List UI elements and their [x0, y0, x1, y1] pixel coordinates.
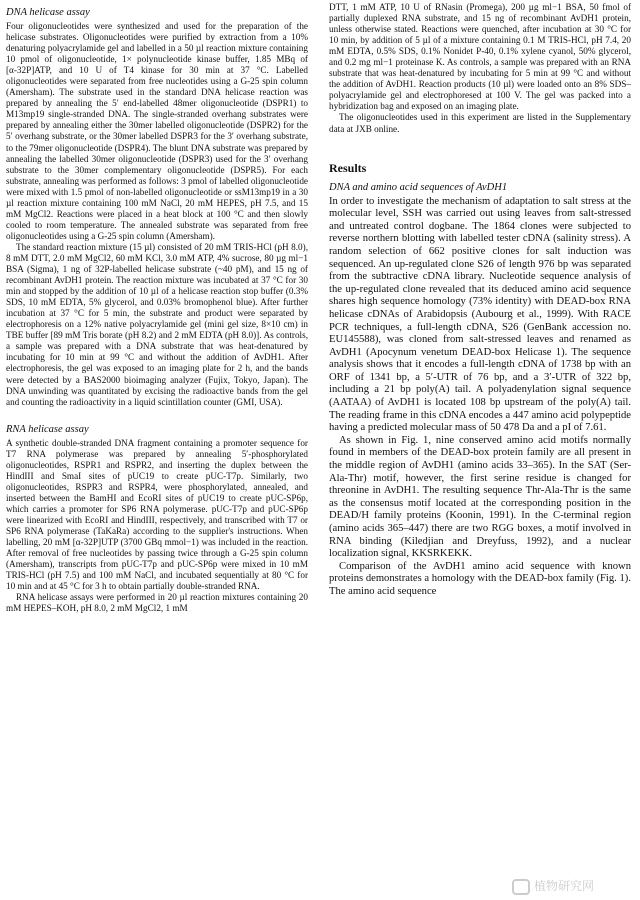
- dna-helicase-paragraph-1: Four oligonucleotides were synthesized and used for the preparation of the helicase substrates. Oligonucleotides were purified by extraction from a 10% denaturing polyacrylamide gel and labelled in a 50 µl reaction mixture containing 10 pmol of oligonucleotide, 1× polynucleotide kinase buffer, 1.85 MBq of [α-32P]ATP, and 10 U of T4 kinase for 30 min at 37 °C. Labelled oligonucleotides were separated from free nucleotides using a G-25 spin column (Amersham). The substrate used in the standard DNA helicase reaction was prepared by annealing the 5′ end-labelled 48mer oligonucleotide (DSPR1) to M13mp19 single-stranded DNA. The single-stranded overhang substrates were prepared by annealing either the 30mer labelled oligonucleotide (DSPR2) for the 5′ overhang substrate, or the 30mer labelled DSPR3 for the 3′ overhang substrate, to the 79mer oligonucleotide (DSPR4). The blunt DNA substrate was prepared by annealing the labelled 30mer oligonucleotide (DSPR3) used for the 3′ overhang substrate to the 30mer complementary oligonucleotide (DSPR5). For each substrate, annealing was performed as follows: 3 pmol of labelled oligonucleotide were mixed with 1.5 pmol of non-labelled oligonucleotide or ssM13mp19 in a 30 µl reaction mixture containing 100 mM NaCl, 20 mM HEPES, pH 7.5, and 15 mM MgCl2. Reactions were placed in a heat block at 100 °C and then slowly cooled to room temperature. The annealed substrate was separated from free oligonucleotides using a G-25 spin column (Amersham).: [6, 21, 308, 241]
- right-column: [329, 2, 631, 599]
- sequences-subheading: DNA and amino acid sequences of AvDH1: [329, 181, 508, 193]
- results-paragraph-2: As shown in Fig. 1, nine conserved amino acid motifs normally found in members of the DEAD-box protein family are all present in the middle region of AvDH1 (amino acids 33–365). In the SAT (Ser-Ala-Thr) motif, however, the first serine residue is changed for threonine in AvDH1. The resulting sequence Thr-Ala-Thr is the same as the consensus motif located at the corresponding position in the DEAD/H family proteins (Koonin, 1991). In the C-terminal region (amino acids 365–447) there are two RGG boxes, a motif involved in RNA binding (Kiledjian and Dreyfuss, 1992), and a nuclear localization signal, KKSRKEKK.: [329, 434, 631, 560]
- watermark: [504, 876, 602, 896]
- rna-helicase-heading: RNA helicase assay: [6, 423, 89, 435]
- results-paragraph-1: In order to investigate the mechanism of adaptation to salt stress at the molecular level, SSH was carried out using leaves from salt-stressed and untreated control dogbane. The 1864 clones were subjected to reverse northern blotting with labelled tester cDNA (salinity stress). A random selection of 662 positive clones for salt induction was sequenced. An up-regulated clone S26 of length 976 bp was separated from the subtractive cDNA library. Nucleotide sequence analysis of the up-regulated clone revealed that its deduced amino acid sequence shares high sequence homology (73% identity) with DEAD-box RNA helicase cDNAs of Arabidopsis (Aubourg et al., 1999). With RACE PCR techniques, a full-length cDNA, S26 (GenBank accession no. EU145588), was cloned from salt-stressed leaves and renamed as AvDH1 (Apocynum venetum DEAD-box Helicase 1). The sequence analysis shows that it encodes a full-length cDNA of 1738 bp with an ORF of 1341 bp, a 5′-UTR of 76 bp, and a 3′-UTR of 322 bp, including a 21 bp poly(A) tail. A polyadenylation signal sequence (AATAA) of AvDH1 is located 108 bp upstream of the poly(A) tail. The reading frame in this cDNA encodes a 447 amino acid polypeptide having a predicted molecular mass of 50 478 Da and a pI of 7.61.: [329, 195, 631, 434]
- watermark-logo-icon: [512, 879, 530, 895]
- left-column: [6, 6, 308, 614]
- dna-helicase-paragraph-2: The standard reaction mixture (15 µl) consisted of 20 mM TRIS-HCl (pH 8.0), 8 mM DTT, 2.0 mM MgCl2, 60 mM KCl, 3.0 mM ATP, 4% sucrose, 80 µg ml−1 BSA (Sigma), 1 ng of 32P-labelled helicase substrate (~40 pM), and 15 ng of recombinant AvDH1 protein. The reaction mixture was incubated at 37 °C for 30 min and stopped by the addition of 10 µl of a helicase reaction stop buffer (0.3% SDS, 10 mM EDTA, 5% glycerol, and 0.03% bromophenol blue). After further incubation at 37 °C for 5 min, the substrate and product were separated by electrophoresis on a 12% native polyacrylamide gel (mini gel size, 8×10 cm) in TBE buffer [89 mM Tris borate (pH 8.2) and 2 mM EDTA (pH 8.0)]. As controls, a sample was prepared with a DNA substrate that was heat-denatured by incubating for 10 min at 99 °C and without the addition of AvDH1. After electrophoresis, the gel was exposed to an imaging plate for 2 h, and the bands were detected by a BAS2000 bioimaging analyzer (Fujix, Tokyo, Japan). The DNA unwinding was quantitated by excising the radioactive bands from the gel and counting the radioactivity in a liquid scintillation counter (GMI, USA).: [6, 241, 308, 407]
- dna-helicase-heading: DNA helicase assay: [6, 7, 90, 18]
- rna-helicase-paragraph-1: A synthetic double-stranded DNA fragment containing a promoter sequence for T7 RNA polymerase was prepared by annealing 5′-phosphorylated oligonucleotides, RSPR1 and RSPR2, and inserting the duplex between the HindIII and SmaI sites of pUC19 to create pUC-T7p. Similarly, two oligonucleotides, RSPR3 and RSPR4, were phosphorylated, annealed, and inserted between the BamHI and EcoRI sites of pUC19 to create pUC-SP6p, which carries a promoter for SP6 RNA polymerase. pUC-T7p and pUC-SP6p were linearized with EcoRI and HindIII, respectively, and transcribed with T7 or SP6 RNA polymerase (TaKaRa) according to the supplier's instructions. When labelling, 20 mM [α-32P]UTP (3700 GBq mmol−1) was included in the reaction. After removal of free nucleotides by passing twice through a G-25 spin column (Amersham), transcripts from pUC-T7p and pUC-SP6p were mixed in 10 mM TRIS-HCl (pH 7.5) and 100 mM NaCl, and incubated sequentially at 80 °C for 10 min and at 45 °C for 3 h to obtain partially double-stranded RNA.: [6, 437, 308, 592]
- watermark-text: 植物研究网: [533, 879, 594, 894]
- rna-helicase-continued: DTT, 1 mM ATP, 10 U of RNasin (Promega), 200 µg ml−1 BSA, 50 fmol of partially duplexed RNA substrate, and 15 ng of recombinant AvDH1 protein, unless otherwise stated. Reactions were quenched, after incubation at 30 °C for 10 min, by addition of 5 µl of a mixture containing 0.1 M TRIS-HCl, pH 7.4, 20 mM EDTA, 0.5% SDS, 0.1% Nonidet P-40, 0.1% xylene cyanol, 50% glycerol, and 0.2 mg ml−1 proteinase K. As controls, a sample was prepared with an RNA substrate that was heat-denatured by incubating for 5 min at 99 °C and without the addition of AvDH1. Reaction products (10 µl) were loaded onto an 8% SDS–polyacrylamide gel and electrophoresed at 100 V. The gel was packed into a hybridization bag and exposed on an imaging plate.: [329, 2, 631, 112]
- results-heading: Results: [329, 160, 367, 175]
- oligonucleotides-note: The oligonucleotides used in this experiment are listed in the Supplementary data at JXB online.: [329, 112, 631, 134]
- results-paragraph-3: Comparison of the AvDH1 amino acid sequence with known proteins demonstrates a homology with the DEAD-box family (Fig. 1). The amino acid sequence: [329, 560, 631, 597]
- rna-helicase-paragraph-2: RNA helicase assays were performed in 20 µl reaction mixtures containing 20 mM HEPES–KOH, pH 8.0, 2 mM MgCl2, 1 mM: [6, 592, 308, 614]
